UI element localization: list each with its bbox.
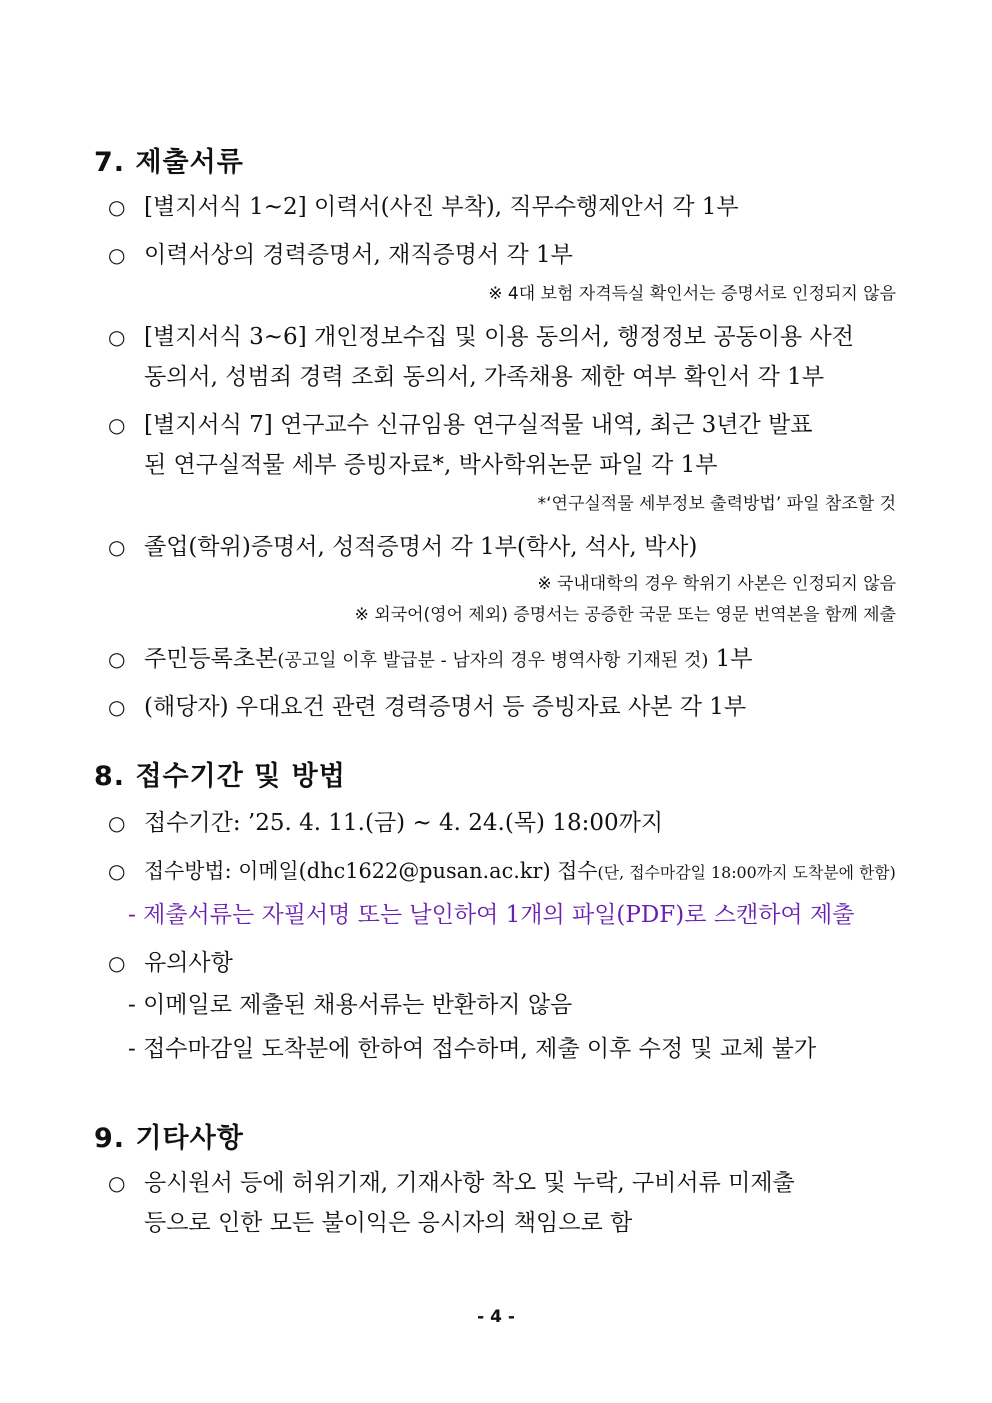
- item-text: [별지서식 3~6] 개인정보수집 및 이용 동의서, 행정정보 공동이용 사전: [144, 324, 854, 350]
- item-text-continued: 된 연구실적물 세부 증빙자료*, 박사학위논문 파일 각 1부: [144, 452, 718, 478]
- item-text: 유의사항: [144, 950, 233, 976]
- sub-item: - 접수마감일 도착분에 한하여 접수하며, 제출 이후 수정 및 교체 불가: [128, 1036, 817, 1062]
- item-text-detail: (단, 접수마감일 18:00까지 도착분에 한함): [597, 863, 896, 882]
- sub-item: - 이메일로 제출된 채용서류는 반환하지 않음: [128, 992, 573, 1018]
- item-text: (해당자) 우대요건 관련 경력증명서 등 증빙자료 사본 각 1부: [144, 694, 747, 720]
- bullet-icon: ○: [108, 325, 126, 349]
- item-text: [144, 642, 753, 678]
- sub-item: - 제출서류는 자필서명 또는 날인하여 1개의 파일(PDF)로 스캔하여 제출: [128, 902, 855, 928]
- item-text: 접수기간: ’25. 4. 11.(금) ~ 4. 24.(목) 18:00까지: [144, 810, 664, 836]
- bullet-icon: ○: [108, 695, 126, 719]
- bullet-icon: ○: [108, 1171, 126, 1195]
- item-text-continued: 동의서, 성범죄 경력 조회 동의서, 가족채용 제한 여부 확인서 각 1부: [144, 364, 825, 390]
- item-text-main: 주민등록초본: [144, 646, 278, 672]
- item-text: [별지서식 7] 연구교수 신규임용 연구실적물 내역, 최근 3년간 발표: [144, 412, 813, 438]
- bullet-icon: ○: [108, 951, 126, 975]
- item-note: ※ 4대 보험 자격득실 확인서는 증명서로 인정되지 않음: [488, 284, 896, 304]
- item-text-tail: 1부: [708, 646, 753, 672]
- item-text: 응시원서 등에 허위기재, 기재사항 착오 및 누락, 구비서류 미제출: [144, 1170, 795, 1196]
- item-note: ※ 외국어(영어 제외) 증명서는 공증한 국문 또는 영문 번역본을 함께 제출: [354, 605, 896, 625]
- item-text: [별지서식 1~2] 이력서(사진 부착), 직무수행제안서 각 1부: [144, 194, 739, 220]
- section-9-heading: 9. 기타사항: [94, 1123, 244, 1154]
- item-note: *‘연구실적물 세부정보 출력방법’ 파일 참조할 것: [537, 494, 896, 514]
- item-text-main: 접수방법: 이메일(dhc1622@pusan.ac.kr) 접수: [144, 859, 598, 883]
- item-note: ※ 국내대학의 경우 학위기 사본은 인정되지 않음: [537, 574, 896, 594]
- item-text-detail: (공고일 이후 발급분 - 남자의 경우 병역사항 기재된 것): [277, 650, 709, 671]
- item-text: 졸업(학위)증명서, 성적증명서 각 1부(학사, 석사, 박사): [144, 534, 698, 560]
- section-7-heading: 7. 제출서류: [94, 147, 244, 178]
- bullet-icon: ○: [108, 195, 126, 219]
- item-text-continued: 등으로 인한 모든 불이익은 응시자의 책임으로 함: [144, 1210, 633, 1236]
- bullet-icon: ○: [108, 413, 126, 437]
- item-text: 이력서상의 경력증명서, 재직증명서 각 1부: [144, 242, 573, 268]
- item-text: [144, 854, 896, 890]
- bullet-icon: ○: [108, 811, 126, 835]
- bullet-icon: ○: [108, 535, 126, 559]
- section-8-heading: 8. 접수기간 및 방법: [94, 761, 346, 792]
- bullet-icon: ○: [108, 243, 126, 267]
- page-number: - 4 -: [477, 1307, 515, 1327]
- bullet-icon: ○: [108, 859, 126, 883]
- bullet-icon: ○: [108, 647, 126, 671]
